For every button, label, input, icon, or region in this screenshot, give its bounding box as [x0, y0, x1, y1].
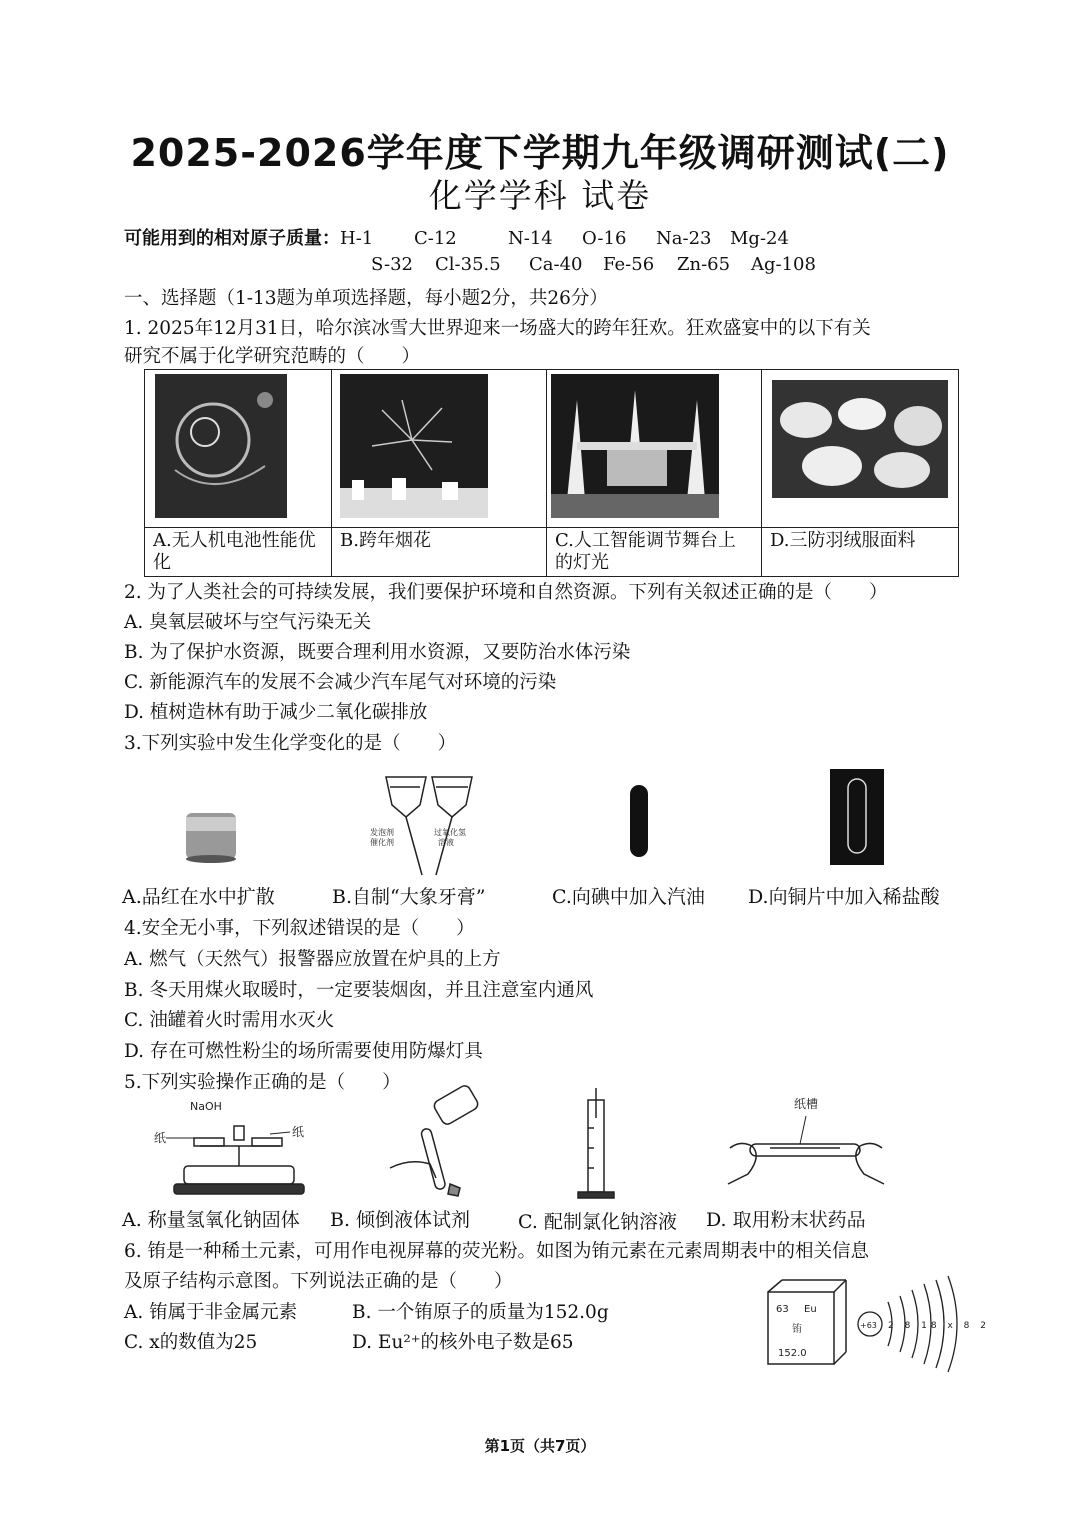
q4-option-c: C. 油罐着火时需用水灭火 — [124, 1010, 335, 1031]
q3-stem: 3.下列实验中发生化学变化的是（ ） — [124, 733, 457, 754]
mass-c: C-12 — [414, 228, 457, 249]
element-mass: 152.0 — [778, 1348, 807, 1359]
mass-s: S-32 — [371, 254, 413, 275]
q3-option-c: C.向碘中加入汽油 — [552, 886, 705, 908]
mass-zn: Zn-65 — [677, 254, 731, 275]
electron-shells: 2 8 18 x 8 2 — [888, 1321, 990, 1331]
q3-option-a: A.品红在水中扩散 — [122, 886, 275, 908]
naoh-label: NaOH — [190, 1100, 222, 1113]
q1-stem: 1. 2025年12月31日，哈尔滨冰雪大世界迎来一场盛大的跨年狂欢。狂欢盛宴中的以下有关 — [124, 318, 871, 339]
balance-figure — [174, 1126, 304, 1194]
funnel-figure — [386, 777, 472, 875]
beaker-figure — [186, 813, 236, 863]
q2-option-a: A. 臭氧层破坏与空气污染无关 — [124, 612, 372, 633]
europium-figure — [760, 1270, 990, 1380]
pouring-figure — [390, 1084, 480, 1196]
q6-stem-cont: 及原子结构示意图。下列说法正确的是（ ） — [124, 1271, 513, 1292]
q1-option-c: C.人工智能调节舞台上的灯光 — [547, 528, 762, 577]
svg-text:发泡剂: 发泡剂 — [370, 828, 394, 837]
q2-option-d: D. 植树造林有助于减少二氧化碳排放 — [124, 702, 428, 723]
q4-option-a: A. 燃气（天然气）报警器应放置在炉具的上方 — [124, 949, 501, 970]
q1-photo-cell-c — [547, 370, 762, 528]
q2-option-b: B. 为了保护水资源，既要合理利用水资源，又要防治水体污染 — [124, 642, 631, 663]
q5-option-a: A. 称量氢氧化钠固体 — [122, 1209, 300, 1231]
exam-title: 2025-2026学年度下学期九年级调研测试(二) — [130, 131, 950, 175]
mass-o: O-16 — [582, 228, 627, 249]
q2-stem: 2. 为了人类社会的可持续发展，我们要保护环境和自然资源。下列有关叙述正确的是（ ） — [124, 582, 888, 603]
q4-option-b: B. 冬天用煤火取暖时，一定要装烟囱，并且注意室内通风 — [124, 980, 594, 1001]
element-symbol: Eu — [804, 1304, 817, 1315]
q2-option-c: C. 新能源汽车的发展不会减少汽车尾气对环境的污染 — [124, 672, 557, 693]
q1-option-d: D.三防羽绒服面料 — [762, 528, 959, 577]
q1-option-table — [144, 369, 959, 577]
atomic-masses-label: 可能用到的相对原子质量： — [124, 228, 340, 249]
mass-na: Na-23 — [656, 228, 712, 249]
atomic-masses-row2 — [371, 254, 825, 275]
svg-text:溶液: 溶液 — [438, 838, 454, 847]
q1-stem-cont: 研究不属于化学研究范畴的（ ） — [124, 346, 421, 367]
q1-photo-cell-b — [332, 370, 547, 528]
stage-lights-photo — [547, 370, 761, 522]
q6-stem: 6. 铕是一种稀土元素，可用作电视屏幕的荧光粉。如图为铕元素在元素周期表中的相关信息 — [124, 1241, 870, 1262]
q6-option-c: C. x的数值为25 — [124, 1332, 258, 1353]
mass-mg: Mg-24 — [730, 228, 789, 249]
mass-ca: Ca-40 — [529, 254, 583, 275]
mass-fe: Fe-56 — [603, 254, 655, 275]
q6-option-b: B. 一个铕原子的质量为152.0g — [352, 1302, 609, 1323]
section-heading: 一、选择题（1-13题为单项选择题，每小题2分，共26分） — [124, 288, 608, 309]
q5-option-b: B. 倾倒液体试剂 — [330, 1209, 471, 1231]
mass-ag: Ag-108 — [751, 254, 816, 275]
svg-text:催化剂: 催化剂 — [370, 838, 394, 847]
mass-h: H-1 — [340, 228, 374, 249]
element-number: 63 — [776, 1304, 789, 1315]
atomic-masses-row1 — [124, 224, 804, 250]
q3-figures — [120, 765, 900, 880]
exam-subtitle: 化学学科 试卷 — [428, 176, 652, 215]
q6-option-a: A. 铕属于非金属元素 — [124, 1302, 298, 1323]
fireworks-photo — [332, 370, 546, 522]
paper-right-label: 纸 — [292, 1125, 305, 1139]
q1-option-a: A.无人机电池性能优化 — [145, 528, 332, 577]
q6-option-d: D. Eu²⁺的核外电子数是65 — [352, 1332, 574, 1353]
element-name: 铕 — [792, 1324, 802, 1335]
q5-option-c: C. 配制氯化钠溶液 — [518, 1211, 677, 1233]
down-jacket-photo — [762, 370, 958, 522]
q5-stem: 5.下列实验操作正确的是（ ） — [124, 1072, 401, 1093]
q1-photo-cell-a — [145, 370, 332, 528]
q1-photo-cell-d — [762, 370, 959, 528]
trough-label: 纸槽 — [794, 1097, 819, 1111]
mass-n: N-14 — [508, 228, 553, 249]
page-footer: 第1页（共7页） — [484, 1437, 596, 1455]
q3-option-d: D.向铜片中加入稀盐酸 — [748, 886, 940, 908]
drone-show-photo — [145, 370, 331, 522]
cylinder-figure — [578, 1088, 614, 1198]
mass-cl: Cl-35.5 — [435, 254, 501, 275]
q1-option-b: B.跨年烟花 — [332, 528, 547, 577]
nucleus-charge: +63 — [860, 1321, 877, 1330]
paper-trough-figure — [728, 1116, 884, 1184]
q4-stem: 4.安全无小事，下列叙述错误的是（ ） — [124, 918, 475, 939]
q5-figures — [140, 1088, 900, 1204]
paper-left-label: 纸 — [154, 1131, 167, 1145]
svg-text:过氧化氢: 过氧化氢 — [434, 828, 466, 837]
test-tube-figure — [630, 785, 648, 857]
q4-option-d: D. 存在可燃性粉尘的场所需要使用防爆灯具 — [124, 1041, 483, 1062]
q5-option-d: D. 取用粉末状药品 — [706, 1209, 866, 1231]
q3-option-b: B.自制“大象牙膏” — [332, 886, 486, 908]
copper-tube-figure — [830, 769, 884, 865]
